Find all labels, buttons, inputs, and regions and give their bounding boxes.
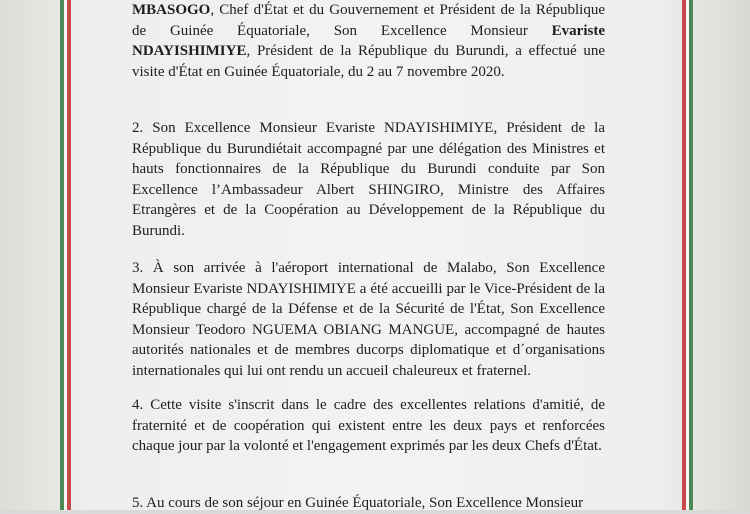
paragraph-3: 3. À son arrivée à l'aéroport international de Malabo, Son Excellence Monsieur Evariste NDAYISHIMIYE a été accueilli par le Vice-Président de la République chargé de la Défense et de la Sécurité de l'État, Son Excellence Monsieur Teodoro NGUEMA OBIANG MANGUE, accompagné de hautes autorités nationales et de membres ducorps diplomatique et d´organisations internationales qui lui ont rendu un accueil chaleureux et fraternel. bbox=[132, 260, 605, 379]
name-evariste: Evariste NDAYISHIMIYE bbox=[132, 22, 605, 59]
name-mbasogo: MBASOGO bbox=[132, 2, 211, 18]
paragraph-1-text-a: , Chef d'État et du Gouvernement et Président de la République de Guinée Équatoriale, Son Excellence Monsieur bbox=[132, 2, 605, 39]
right-green-border bbox=[689, 0, 693, 510]
left-red-border bbox=[67, 0, 71, 510]
paragraph-2: 2. Son Excellence Monsieur Evariste NDAYISHIMIYE, Président de la République du Burundiétait accompagné par une délégation des Ministres et hauts fonctionnaires de la République du Burundi conduite par Son Excellence l’Ambassadeur Albert SHINGIRO, Ministre des Affaires Etrangères et de la Coopération au Développement de la République du Burundi. bbox=[132, 120, 605, 239]
paragraph-1 bbox=[132, 0, 605, 82]
paragraph-4: 4. Cette visite s'inscrit dans le cadre des excellentes relations d'amitié, de fraternité et de coopération qui existent entre les deux pays et renforcées chaque jour par la volonté et l'engagement exprimés par les deux Chefs d'État. bbox=[132, 397, 605, 454]
paragraph-1-text-b: , Président de la République du Burundi, a effectué une visite d'État en Guinée Équatoriale, du 2 au 7 novembre 2020. bbox=[132, 43, 605, 80]
paragraph-5: 5. Au cours de son séjour en Guinée Équatoriale, Son Excellence Monsieur bbox=[132, 495, 584, 511]
